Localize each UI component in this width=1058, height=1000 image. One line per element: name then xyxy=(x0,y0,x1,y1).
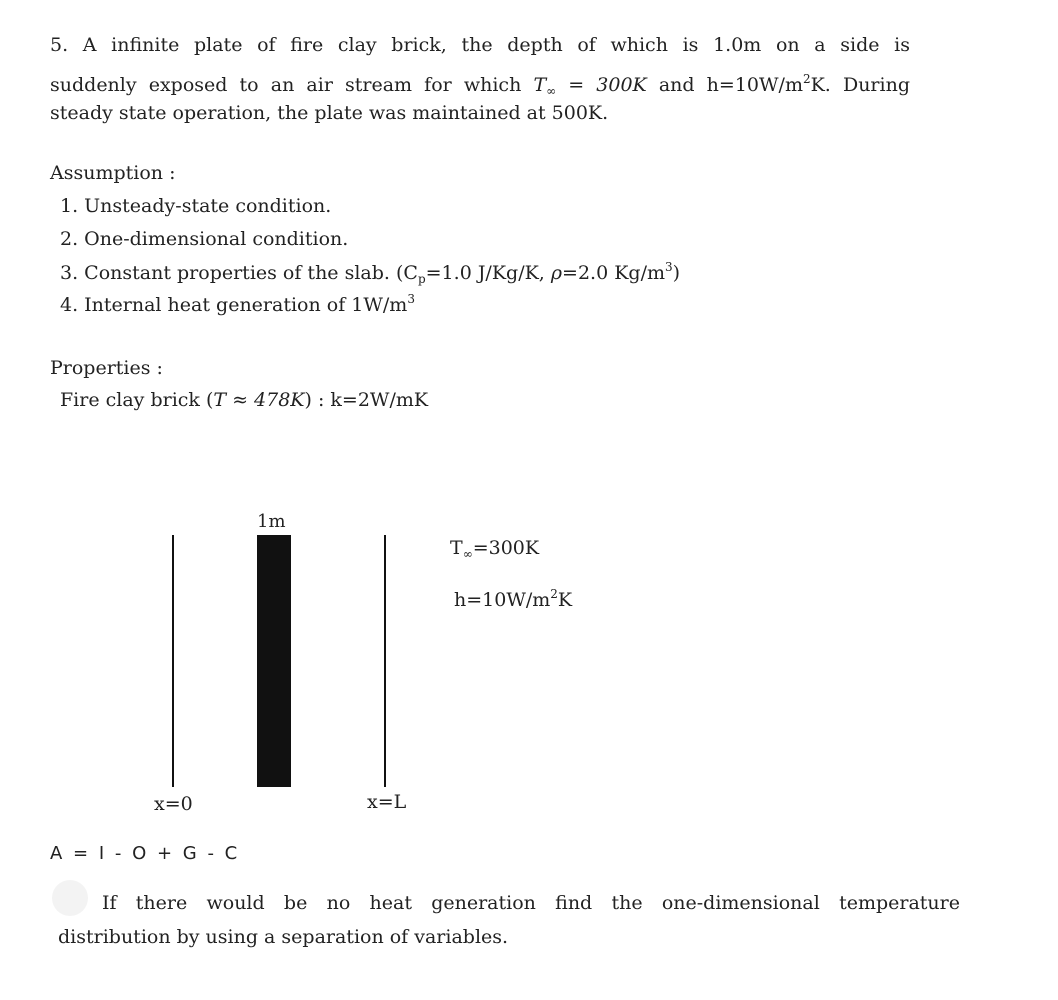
question-text xyxy=(58,886,960,954)
assumption-heading: Assumption : xyxy=(50,162,176,184)
assumption-item-4 xyxy=(60,292,415,316)
during-text: K. During xyxy=(810,74,910,96)
squared-superscript: 2 xyxy=(802,72,811,86)
conductivity-text: ) : k=2W/mK xyxy=(304,389,429,411)
problem-statement xyxy=(50,30,910,132)
left-boundary-line xyxy=(172,535,174,787)
t-symbol: T xyxy=(533,74,547,96)
brick-plate xyxy=(257,535,291,787)
cubed-superscript: 3 xyxy=(407,292,415,306)
t-letter: T xyxy=(450,537,463,559)
problem-line-1: 5. A infinite plate of fire clay brick, the depth of which is 1.0m on a side is xyxy=(50,34,910,56)
cp-value: =1.0 J/Kg/K, xyxy=(425,262,551,284)
assumption-4-text: 4. Internal heat generation of 1W/m xyxy=(60,294,408,316)
right-boundary-line xyxy=(384,535,386,787)
squared-superscript: 2 xyxy=(550,587,558,601)
t-infinity-value: =300K xyxy=(472,537,540,559)
h-coefficient-label xyxy=(454,587,572,611)
temperature-approx: T ≈ 478K xyxy=(213,389,305,411)
balance-equation: A = I - O + G - C xyxy=(50,843,239,864)
cp-subscript: p xyxy=(417,272,426,286)
t-infinity-value: = 300K xyxy=(556,74,647,96)
properties-line xyxy=(60,389,428,411)
problem-line-2 xyxy=(50,64,910,98)
x-l-label: x=L xyxy=(367,791,407,813)
problem-line-3: steady state operation, the plate was maintained at 500K. xyxy=(50,102,609,124)
assumption-item-2: 2. One-dimensional condition. xyxy=(60,228,349,250)
h-text: h=10W/m xyxy=(454,589,551,611)
question-line-1: If there would be no heat generation find the one-dimensional temperature xyxy=(102,892,960,914)
assumption-item-1: 1. Unsteady-state condition. xyxy=(60,195,332,217)
assumption-item-3 xyxy=(60,260,680,286)
h-coefficient-text: and h=10W/m xyxy=(646,74,803,96)
question-line-2: distribution by using a separation of variables. xyxy=(58,926,509,948)
rho-value: =2.0 Kg/m xyxy=(562,262,665,284)
problem-line-2-text: suddenly exposed to an air stream for which xyxy=(50,74,522,96)
assumption-3-text: 3. Constant properties of the slab. (C xyxy=(60,262,418,284)
infinity-subscript: ∞ xyxy=(546,84,557,98)
kelvin-unit: K xyxy=(557,589,573,611)
t-infinity-label xyxy=(450,537,539,561)
t-infinity-symbol xyxy=(533,74,646,96)
thickness-label: 1m xyxy=(257,511,286,532)
x-zero-label: x=0 xyxy=(154,793,193,815)
rho-symbol: ρ xyxy=(550,262,563,284)
close-paren: ) xyxy=(672,262,681,284)
properties-text: Fire clay brick ( xyxy=(60,389,214,411)
cubed-superscript: 3 xyxy=(665,260,673,274)
infinity-subscript: ∞ xyxy=(462,547,473,561)
properties-heading: Properties : xyxy=(50,357,163,379)
